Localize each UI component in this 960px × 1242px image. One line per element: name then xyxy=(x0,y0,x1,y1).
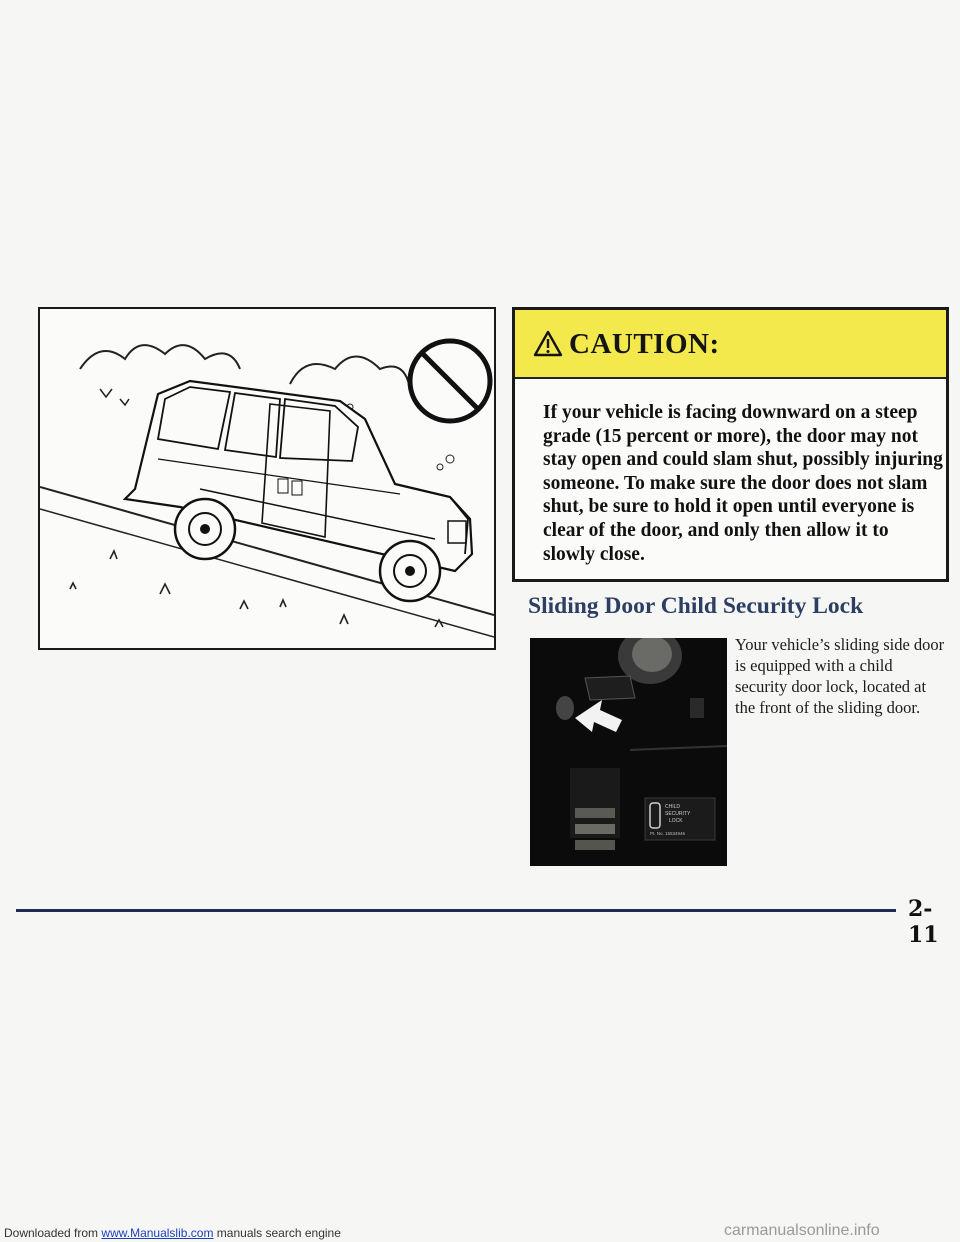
van-drawing xyxy=(40,309,494,648)
lock-label-line-2: SECURITY xyxy=(665,811,691,817)
caution-text: If your vehicle is facing downward on a steep grade (15 percent or more), the door may not stay open and could slam shut, possibly injuring someone. To make sure the door does not slam shut, be sure to hold it open until everyone is clear of the door, and only then allow it to slowly close. xyxy=(543,402,943,565)
caution-title: CAUTION: xyxy=(569,328,720,360)
watermark: carmanualsonline.info xyxy=(724,1222,880,1239)
download-note xyxy=(4,1226,341,1240)
child-lock-description: Your vehicle’s sliding side door is equipped with a child security door lock, located at the front of the sliding door. xyxy=(735,635,945,717)
footer-rule xyxy=(16,909,896,912)
warning-triangle-icon xyxy=(533,330,563,362)
manualslib-link[interactable]: www.Manualslib.com xyxy=(101,1226,214,1240)
caution-header xyxy=(515,310,946,379)
download-prefix: Downloaded from xyxy=(4,1226,99,1240)
caution-box xyxy=(512,307,949,582)
prohibited-icon xyxy=(410,341,490,421)
lock-part-number: Pt. No. 15534946 xyxy=(650,831,686,836)
section-title: Sliding Door Child Security Lock xyxy=(528,593,864,619)
child-lock-photo xyxy=(530,638,727,866)
lock-label-line-3: LOCK xyxy=(669,818,683,824)
page-number: 2-11 xyxy=(908,896,939,948)
download-suffix: manuals search engine xyxy=(216,1226,341,1240)
lock-label-line-1: CHILD xyxy=(665,804,681,810)
van-on-slope-illustration xyxy=(38,307,496,650)
